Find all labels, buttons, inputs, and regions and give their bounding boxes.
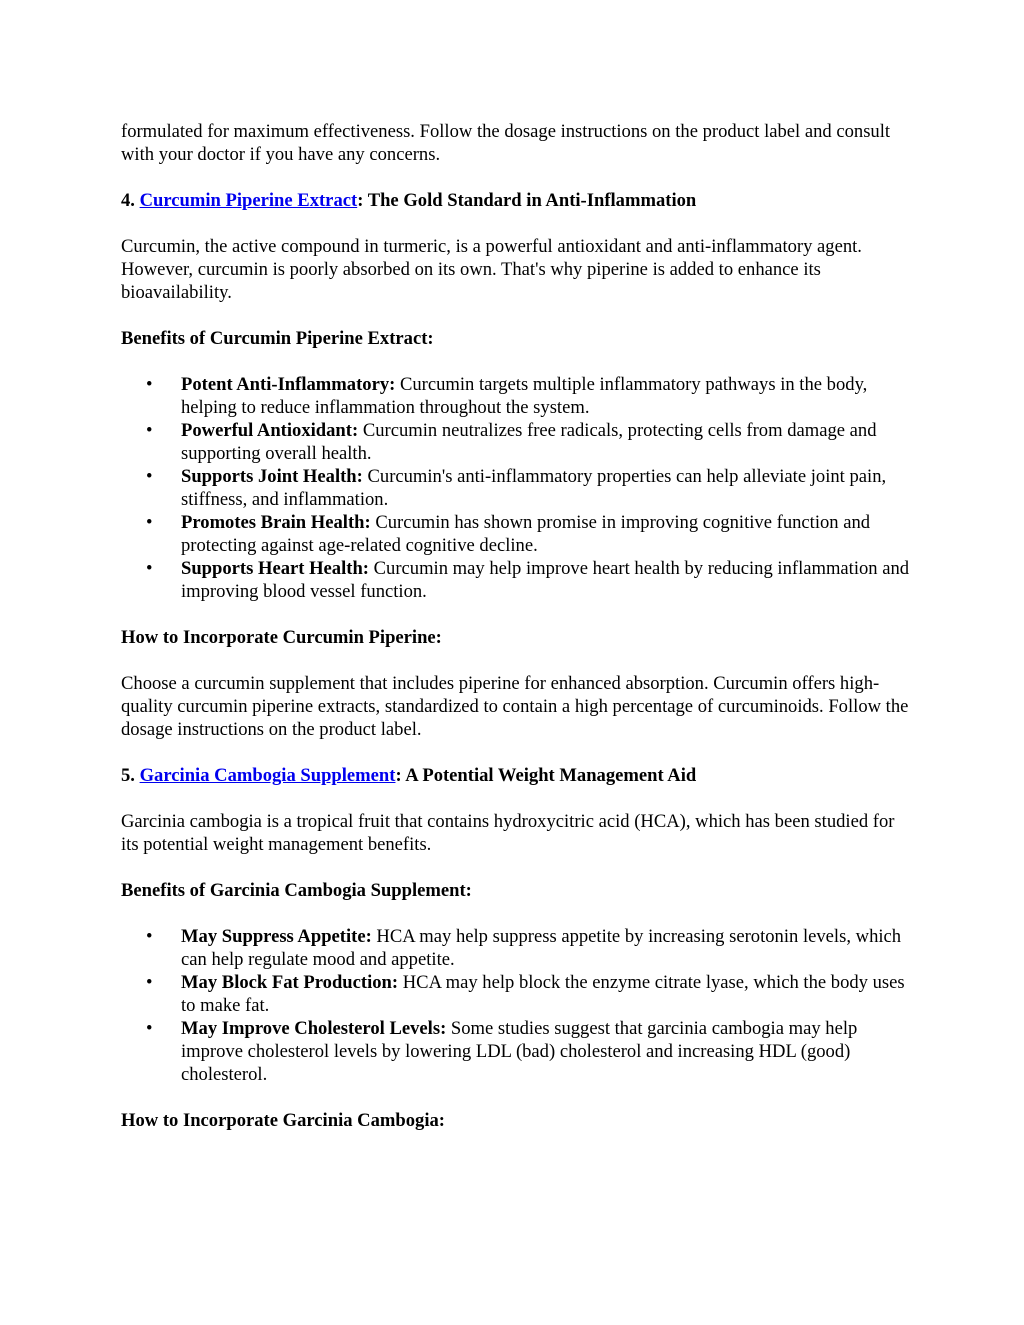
bullet-icon: •: [146, 512, 153, 533]
list-item: [146, 971, 911, 1017]
benefit-term: May Improve Cholesterol Levels:: [181, 1018, 447, 1039]
benefit-text: HCA may help block the enzyme citrate lyase, which the body uses to make fat.: [181, 972, 905, 1016]
bullet-icon: •: [146, 420, 153, 441]
benefit-term: May Block Fat Production:: [181, 972, 399, 993]
bullet-icon: •: [146, 466, 153, 487]
bullet-icon: •: [146, 558, 153, 579]
section-4-benefits-list: [121, 373, 911, 603]
benefit-text: Curcumin's anti-inflammatory properties can help alleviate joint pain, stiffness, and inflammation.: [181, 466, 887, 510]
list-item: [146, 373, 911, 419]
list-item: [146, 1017, 911, 1086]
list-item: [146, 557, 911, 603]
section-5-title: : A Potential Weight Management Aid: [395, 765, 697, 786]
benefit-text: Curcumin neutralizes free radicals, protecting cells from damage and supporting overall health.: [181, 420, 877, 464]
curcumin-piperine-extract-link[interactable]: Curcumin Piperine Extract: [139, 190, 358, 211]
benefit-term: Supports Heart Health:: [181, 558, 369, 579]
section-5-heading: [121, 764, 911, 787]
intro-paragraph: formulated for maximum effectiveness. Follow the dosage instructions on the product label and consult with your doctor if you have any concerns.: [121, 121, 891, 165]
list-item: [146, 419, 911, 465]
section-4-benefits-heading: Benefits of Curcumin Piperine Extract:: [121, 328, 434, 349]
section-4-howto-heading: How to Incorporate Curcumin Piperine:: [121, 627, 442, 648]
benefit-term: Promotes Brain Health:: [181, 512, 371, 533]
benefit-term: Supports Joint Health:: [181, 466, 363, 487]
benefit-text: HCA may help suppress appetite by increasing serotonin levels, which can help regulate mood and appetite.: [181, 926, 902, 970]
benefit-text: Some studies suggest that garcinia cambogia may help improve cholesterol levels by lowering LDL (bad) cholesterol and increasing HDL (good) cholesterol.: [181, 1018, 858, 1085]
bullet-icon: •: [146, 926, 153, 947]
document-page: [121, 120, 911, 1155]
bullet-icon: •: [146, 1018, 153, 1039]
section-5-number: 5.: [121, 765, 140, 786]
garcinia-cambogia-supplement-link[interactable]: Garcinia Cambogia Supplement: [139, 765, 396, 786]
section-5-howto-heading: How to Incorporate Garcinia Cambogia:: [121, 1110, 445, 1131]
list-item: [146, 511, 911, 557]
bullet-icon: •: [146, 374, 153, 395]
benefit-term: Potent Anti-Inflammatory:: [181, 374, 396, 395]
section-5-benefits-heading: Benefits of Garcinia Cambogia Supplement:: [121, 880, 472, 901]
benefit-term: May Suppress Appetite:: [181, 926, 372, 947]
section-4-number: 4.: [121, 190, 140, 211]
list-item: [146, 465, 911, 511]
section-4-heading: [121, 189, 911, 212]
benefit-text: Curcumin targets multiple inflammatory pathways in the body, helping to reduce inflammation throughout the system.: [181, 374, 868, 418]
section-5-benefits-list: [121, 925, 911, 1086]
section-4-title: : The Gold Standard in Anti-Inflammation: [357, 190, 697, 211]
section-4-description: Curcumin, the active compound in turmeric, is a powerful antioxidant and anti-inflammatory agent. However, curcumin is poorly absorbed on its own. That's why piperine is added to enhance its bioavailability.: [121, 236, 862, 303]
section-4-howto-text: Choose a curcumin supplement that includes piperine for enhanced absorption. Curcumin offers high-quality curcumin piperine extracts, standardized to contain a high percentage of curcuminoids. Follow the dosage instructions on the product label.: [121, 673, 909, 740]
benefit-text: Curcumin may help improve heart health by reducing inflammation and improving blood vessel function.: [181, 558, 910, 602]
bullet-icon: •: [146, 972, 153, 993]
benefit-term: Powerful Antioxidant:: [181, 420, 359, 441]
list-item: [146, 925, 911, 971]
section-5-description: Garcinia cambogia is a tropical fruit that contains hydroxycitric acid (HCA), which has been studied for its potential weight management benefits.: [121, 811, 895, 855]
benefit-text: Curcumin has shown promise in improving cognitive function and protecting against age-related cognitive decline.: [181, 512, 871, 556]
